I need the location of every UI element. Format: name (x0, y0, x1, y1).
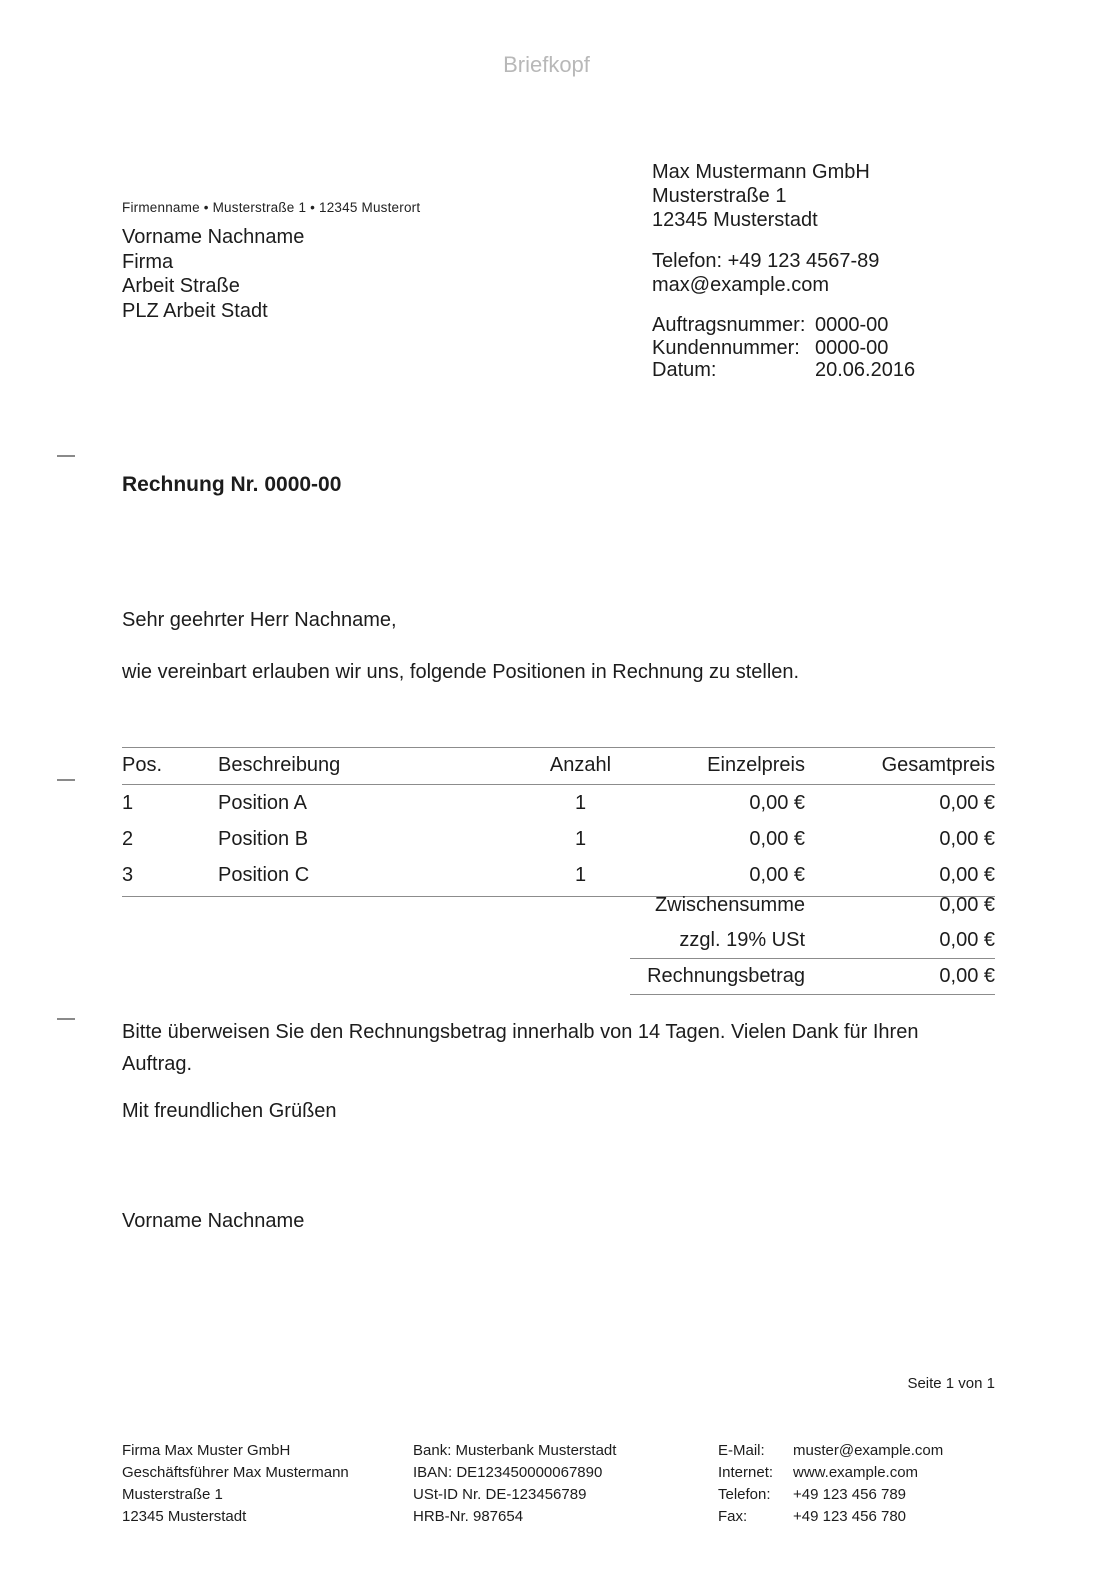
footer-company-street: Musterstraße 1 (122, 1486, 223, 1503)
vat-value: 0,00 € (939, 929, 995, 951)
page-indicator: Seite 1 von 1 (907, 1375, 995, 1392)
subtotal-row (122, 888, 995, 923)
cell-quantity: 1 (488, 857, 673, 897)
footer-contact-block (718, 1440, 943, 1528)
cell-pos: 1 (122, 792, 134, 814)
footer-bank-block (413, 1440, 616, 1528)
greeting-line: Sehr geehrter Herr Nachname, (122, 609, 397, 631)
sender-street: Musterstraße 1 (652, 185, 787, 207)
date-row (652, 359, 915, 382)
customer-number-label: Kundennummer: (652, 336, 800, 359)
cell-description: Position C (218, 857, 488, 897)
footer-internet-value: www.example.com (793, 1464, 919, 1481)
letterhead-placeholder: Briefkopf (503, 52, 590, 77)
header-total-price: Gesamtpreis (805, 748, 995, 785)
grand-total-value: 0,00 € (939, 965, 995, 987)
footer-company-name: Firma Max Muster GmbH (122, 1442, 291, 1459)
footer-phone-value: +49 123 456 789 (793, 1486, 907, 1503)
sender-phone: Telefon: +49 123 4567-89 (652, 250, 880, 272)
table-row (122, 821, 995, 857)
grand-total-label: Rechnungsbetrag (647, 965, 805, 987)
cell-description: Position A (218, 792, 307, 814)
footer-fax-value: +49 123 456 780 (793, 1508, 907, 1525)
sender-city: 12345 Musterstadt (652, 209, 818, 231)
fold-mark (57, 455, 75, 457)
invoice-items-table (122, 747, 995, 897)
footer-phone-row (718, 1484, 943, 1506)
footer-email-label: E-Mail: (718, 1442, 765, 1459)
fold-mark (57, 779, 75, 781)
cell-description: Position B (218, 828, 309, 850)
recipient-name: Vorname Nachname (122, 226, 305, 248)
payment-note: Bitte überweisen Sie den Rechnungsbetrag innerhalb von 14 Tagen. Vielen Dank für Ihren Auftrag. (122, 1021, 919, 1075)
cell-total-price: 0,00 € (805, 857, 995, 897)
cell-total-price: 0,00 € (939, 828, 995, 850)
footer-bank-name: Bank: Musterbank Musterstadt (413, 1442, 617, 1459)
footer-email-row (718, 1440, 943, 1462)
signature-name: Vorname Nachname (122, 1210, 305, 1232)
order-number-row (652, 314, 915, 337)
recipient-address-block (122, 200, 420, 323)
fold-mark (57, 1018, 75, 1020)
header-pos: Pos. (122, 748, 218, 785)
header-quantity: Anzahl (488, 748, 673, 785)
sender-info-block (652, 160, 915, 382)
footer-fax-row (718, 1506, 943, 1528)
date-value: 20.06.2016 (815, 359, 916, 381)
cell-quantity: 1 (574, 828, 587, 850)
cell-total-price: 0,00 € (939, 792, 995, 814)
cell-unit-price: 0,00 € (749, 792, 805, 814)
footer-email-value: muster@example.com (793, 1442, 944, 1459)
footer-internet-row (718, 1462, 943, 1484)
footer-internet-label: Internet: (718, 1464, 774, 1481)
intro-line: wie vereinbart erlauben wir uns, folgende Positionen in Rechnung zu stellen. (122, 661, 800, 683)
subtotal-label: Zwischensumme (654, 894, 805, 916)
customer-number-row (652, 337, 915, 360)
header-unit-price: Einzelpreis (673, 748, 805, 785)
order-number-label: Auftragsnummer: (652, 314, 806, 336)
totals-divider (630, 994, 995, 995)
recipient-company: Firma (122, 250, 174, 273)
order-number-value: 0000-00 (815, 314, 889, 336)
vat-row (122, 923, 995, 958)
invoice-subject-heading: Rechnung Nr. 0000-00 (122, 473, 342, 496)
cell-quantity: 1 (574, 792, 587, 814)
footer-company-block (122, 1440, 349, 1528)
recipient-city: PLZ Arbeit Stadt (122, 299, 268, 322)
date-label: Datum: (652, 359, 717, 381)
customer-number-value: 0000-00 (815, 336, 889, 359)
table-header-row (122, 748, 995, 785)
cell-pos: 2 (122, 828, 134, 850)
footer-company-city: 12345 Musterstadt (122, 1508, 247, 1525)
footer-vat-id: USt-ID Nr. DE-123456789 (413, 1486, 587, 1503)
footer-phone-label: Telefon: (718, 1486, 771, 1503)
closing-salutation: Mit freundlichen Grüßen (122, 1100, 337, 1122)
footer-iban: IBAN: DE123450000067890 (413, 1464, 603, 1481)
footer-hrb-number: HRB-Nr. 987654 (413, 1508, 524, 1525)
table-row (122, 785, 995, 822)
vat-label: zzgl. 19% USt (679, 929, 805, 951)
sender-return-line: Firmenname • Musterstraße 1 • 12345 Musterort (122, 200, 421, 215)
recipient-street: Arbeit Straße (122, 275, 240, 297)
footer-managing-director: Geschäftsführer Max Mustermann (122, 1464, 349, 1481)
cell-unit-price: 0,00 € (673, 857, 805, 897)
grand-total-row (122, 959, 995, 994)
sender-company: Max Mustermann GmbH (652, 161, 870, 183)
cell-unit-price: 0,00 € (749, 828, 805, 850)
sender-email: max@example.com (652, 274, 830, 296)
subtotal-value: 0,00 € (939, 894, 995, 916)
footer-fax-label: Fax: (718, 1508, 748, 1525)
cell-pos: 3 (122, 857, 218, 897)
header-description: Beschreibung (218, 748, 488, 785)
totals-section (122, 888, 995, 995)
